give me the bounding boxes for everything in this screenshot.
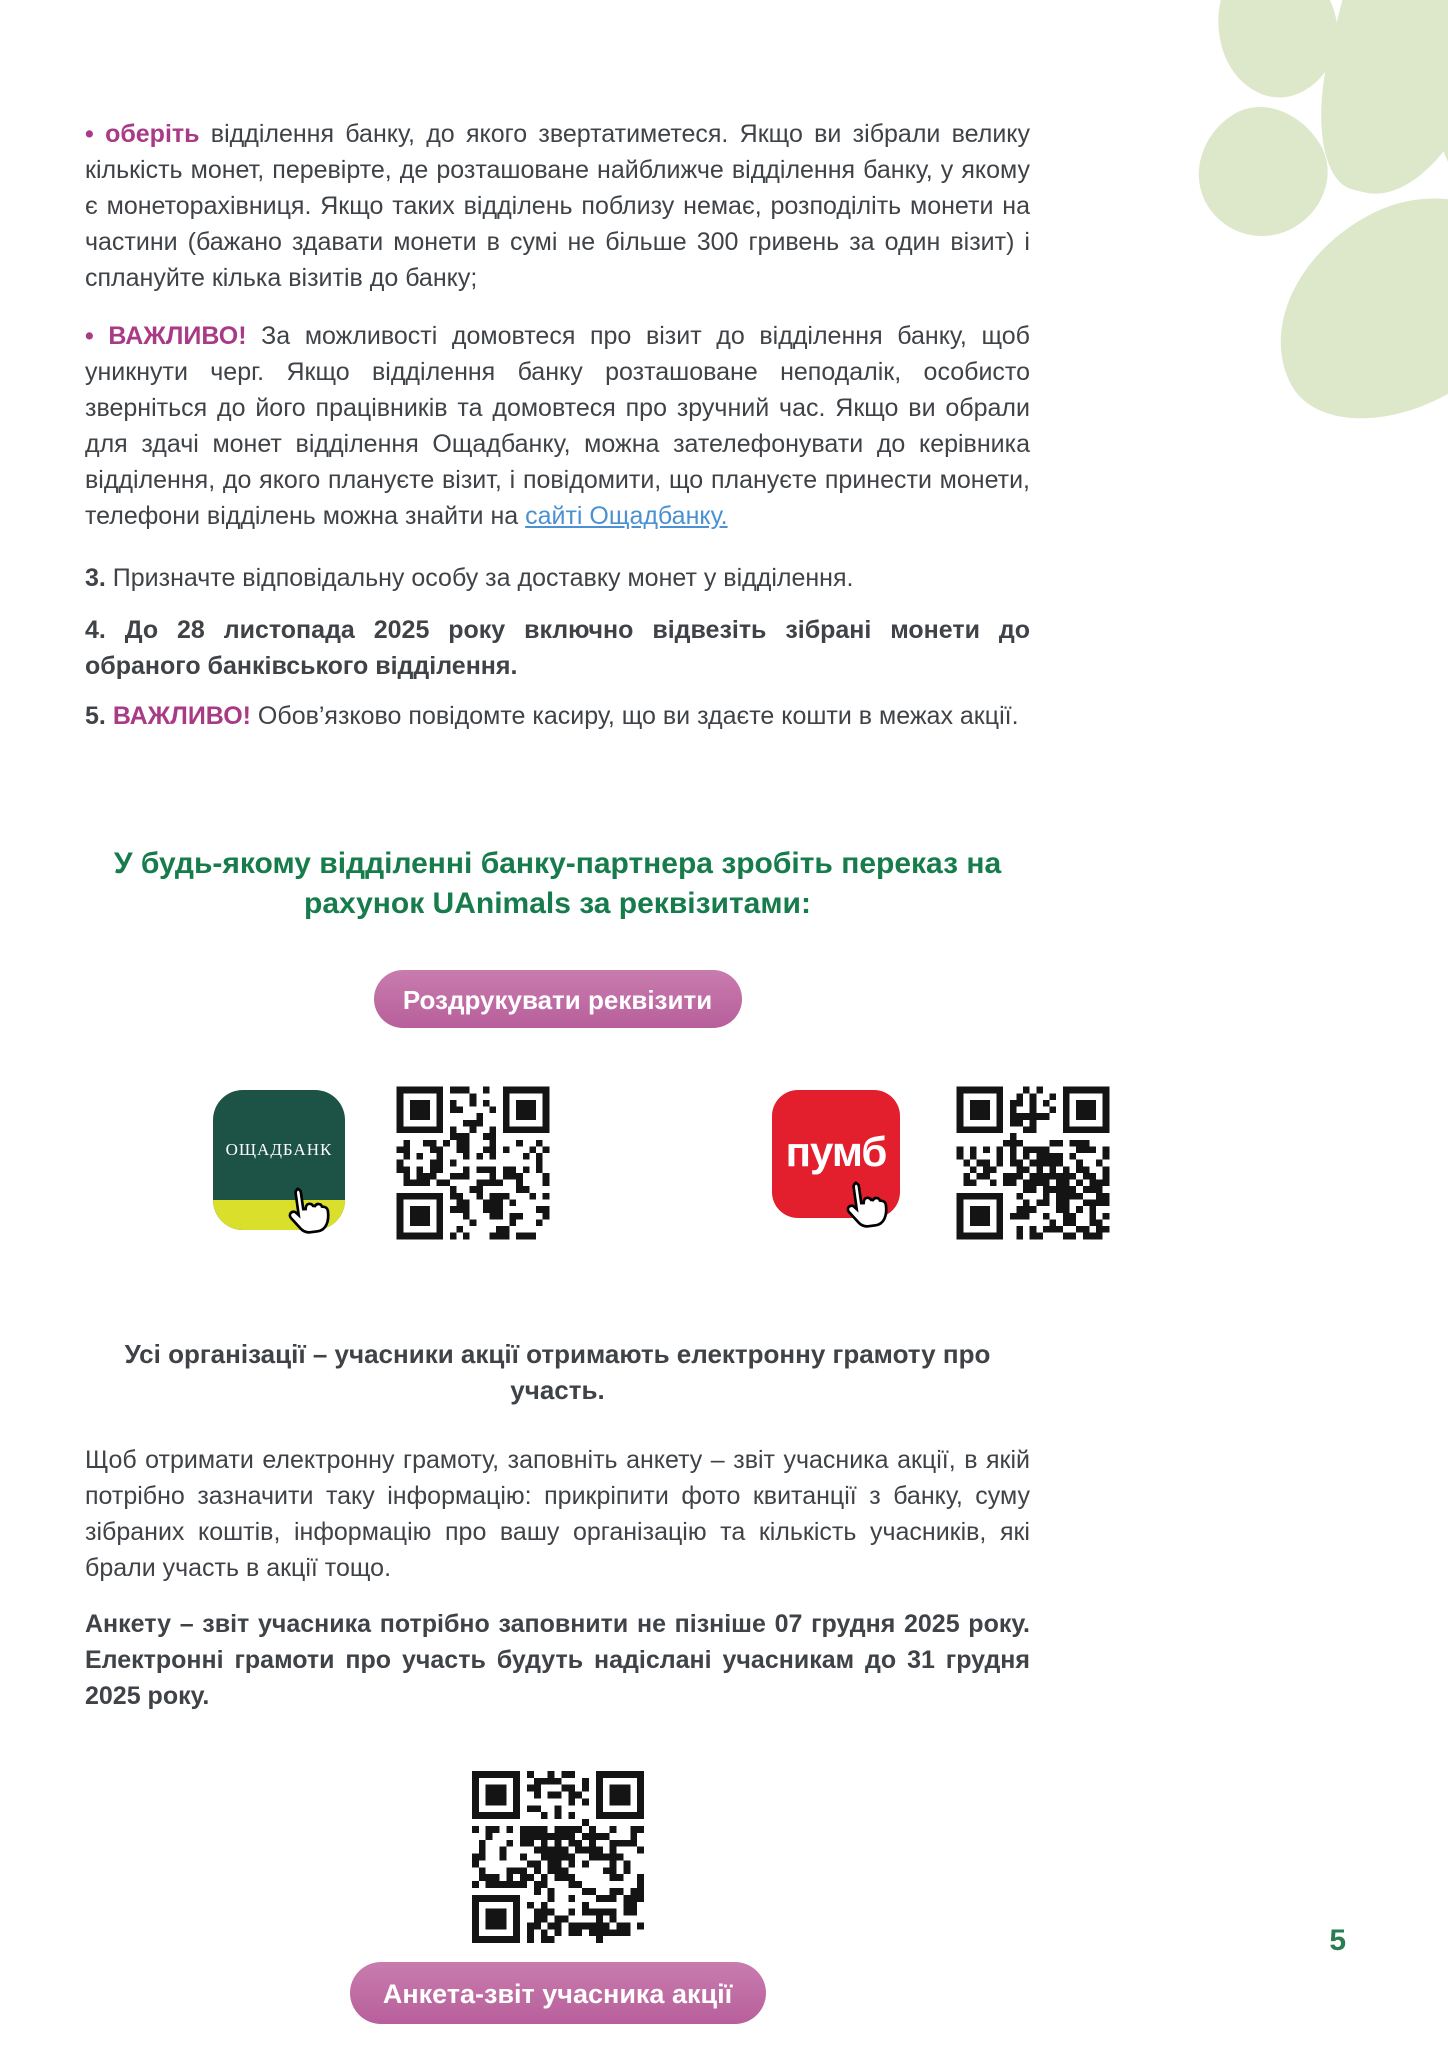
paragraph-text: відділення банку, до якого звертатиметеся. Якщо ви зібрали велику кількість монет, перевірте, де розташоване найближче відділення банку, у якому є монеторахівниця. Якщо таких відділень поблизу немає, розподіліть монети на частини (бажано здавати монети в сумі не більше 300 гривень за один візит) і сплануйте кілька візитів до банку; [85,120,1031,292]
list-item-3 [85,560,1030,596]
oschadbank-logo-label: ОЩАДБАНК [225,1140,333,1159]
pumb-logo-label: пумб [785,1128,887,1175]
qr-code [390,1080,556,1246]
paragraph-form-info: Щоб отримати електронну грамоту, заповніть анкету – звіт учасника акції, в якій потрібно зазначити таку інформацію: прикріпити фото квитанції з банку, суму зібраних коштів, інформацію про вашу організацію та кількість учасників, які брали участь в акції тощо. [85,1446,1030,1582]
qr-code [950,1080,1116,1246]
page-number: 5 [1329,1924,1346,1957]
list-item-5 [85,698,1030,734]
bullet-marker: • [85,322,94,350]
paragraph-deadline: Анкету – звіт учасника потрібно заповнити не пізніше 07 грудня 2025 року. Електронні грамоти про участь будуть надіслані учасникам до 31 грудня 2025 року. [85,1610,1030,1710]
item-number: 5. [85,702,106,730]
participant-report-button[interactable]: Анкета-звіт учасника акції [350,1962,766,2024]
item-text: Призначте відповідальну особу за доставку монет у відділення. [105,564,854,592]
paw-toe-blob [1298,0,1448,214]
transfer-heading: У будь-якому відділенні банку-партнера зробіть переказ на рахунок UAnimals за реквізитами: [113,847,1002,920]
form-qr-wrap [85,1764,1030,1950]
grant-statement: Усі організації – учасники акції отримають електронну грамоту про участь. [124,1339,991,1405]
item-text: Обов’язково повідомте касиру, що ви здаєте кошти в межах акції. [250,702,1019,730]
bank-partners-row [85,1080,1030,1280]
paw-toe-blob [1385,0,1448,304]
paragraph-important-visit [85,318,1030,534]
item-lead: ВАЖЛИВО! [112,702,251,730]
paw-toe-blob [1174,84,1350,260]
paragraph-lead: оберіть [105,120,200,148]
paragraph-choose-branch [85,116,1030,296]
print-requisites-button[interactable]: Роздрукувати реквізити [374,970,742,1028]
list-item-4 [85,612,1030,684]
item-text: До 28 листопада 2025 року включно відвезіть зібрані монети до обраного банківського відділення. [85,616,1030,680]
item-number: 3. [85,564,106,592]
oschadbank-site-link[interactable]: сайті Ощадбанку. [525,502,728,530]
cursor-hand-icon [833,1176,891,1234]
paragraph-lead: ВАЖЛИВО! [108,322,247,350]
bullet-marker: • [85,120,94,148]
cursor-hand-icon [275,1182,333,1240]
paw-toe-blob [1199,0,1355,112]
qr-code [465,1764,651,1950]
item-number: 4. [85,616,106,644]
paw-heel-blob [1238,158,1448,457]
paragraph-text: За можливості домовтеся про візит до відділення банку, щоб уникнути черг. Якщо відділення банку розташоване неподалік, особисто зверніться до його працівників та домовтеся про зручний час. Якщо ви обрали для здачі монет відділення Ощадбанку, можна зателефонувати до керівника відділення, до якого плануєте візит, і повідомити, що плануєте принести монети, телефони відділень можна знайти на [85,322,1030,530]
